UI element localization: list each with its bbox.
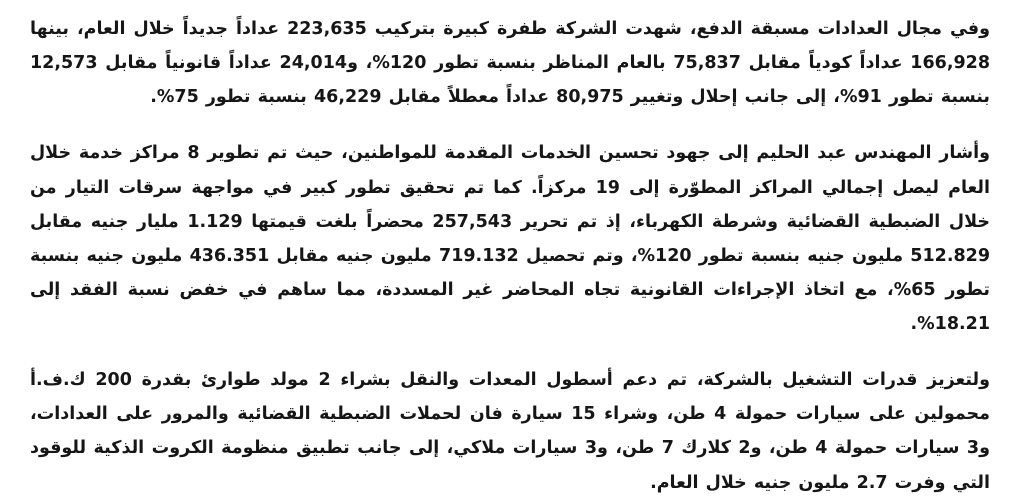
paragraph-service-centers: وأشار المهندس عبد الحليم إلى جهود تحسين الخدمات المقدمة للمواطنين، حيث تم تطوير 8 مراكز خدمة خلال العام ليصل إجمالي المراكز المطوّرة إلى 19 مركزاً. كما تم تحقيق تطور كبير في مواجهة سرقات التيار من خلال الضبطية القضائية وشرطة الكهرباء، إذ تم تحرير 257,543 محضراً بلغت قيمتها 1.129 مليار جنيه مقابل 512.829 مليون جنيه بنسبة تطور 120%، وتم تحصيل 719.132 مليون جنيه مقابل 436.351 مليون جنيه بنسبة تطور 65%، مع اتخاذ الإجراءات القانونية تجاه المحاضر غير المسددة، مما ساهم في خفض نسبة الفقد إلى 18.21%. xyxy=(30,143,991,334)
paragraph-prepaid-meters: وفي مجال العدادات مسبقة الدفع، شهدت الشركة طفرة كبيرة بتركيب 223,635 عداداً جديداً خلال العام، بينها 166,928 عداداً كودياً مقابل 75,837 بالعام المناظر بنسبة تطور 120%، و24,014 عداداً قانونياً مقابل 12,573 بنسبة تطور 91%، إلى جانب إحلال وتغيير 80,975 عداداً معطلاً مقابل 46,229 بنسبة تطور 75%. xyxy=(30,19,991,108)
paragraph-fleet-support: ولتعزيز قدرات التشغيل بالشركة، تم دعم أسطول المعدات والنقل بشراء 2 مولد طوارئ بقدرة 200 ك.ف.أ محمولين على سيارات حمولة 4 طن، وشراء 15 سيارة فان لحملات الضبطية القضائية والمرور على العدادات، و3 سيارات حمولة 4 طن، و2 كلارك 7 طن، و3 سيارات ملاكي، إلى جانب تطبيق منظومة الكروت الذكية للوقود التي وفرت 2.7 مليون جنيه خلال العام. xyxy=(30,370,991,493)
